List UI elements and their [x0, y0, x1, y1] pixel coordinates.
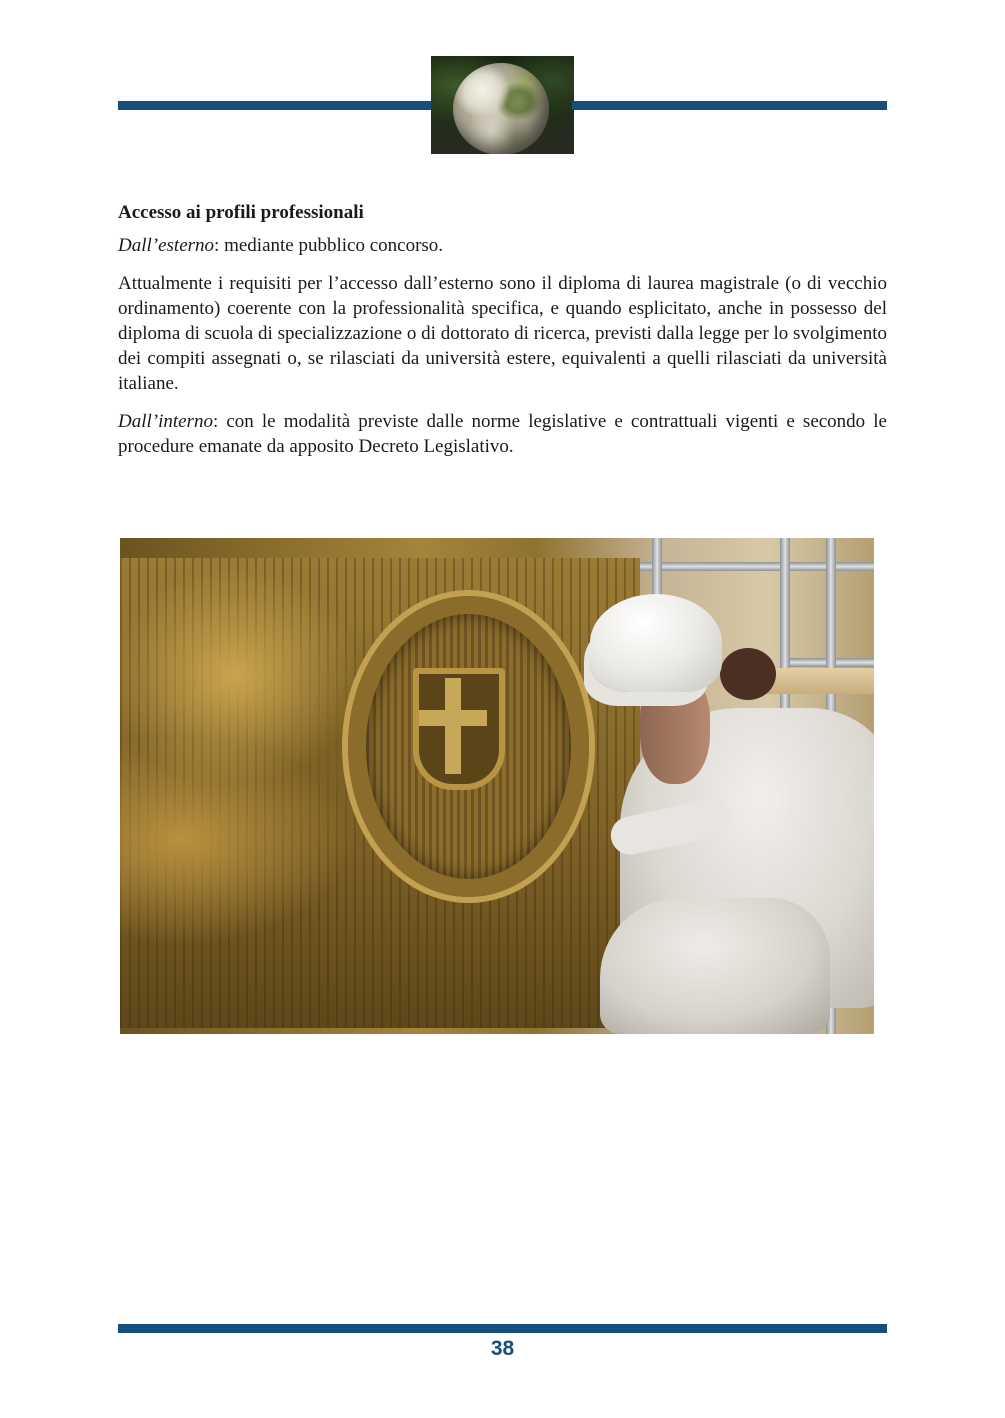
restorer-figure [470, 588, 874, 1034]
external-access-paragraph [118, 233, 887, 258]
footer-rule [118, 1324, 887, 1333]
header-globe-photo [431, 56, 574, 154]
external-access-label: Dall’esterno [118, 235, 215, 256]
page-content [118, 198, 887, 472]
scaffold-beam [640, 562, 874, 571]
external-access-text: : mediante pubblico concorso. [214, 235, 444, 256]
header-rule-left [118, 101, 434, 110]
restorer-legs [600, 898, 830, 1034]
internal-access-paragraph [118, 409, 887, 459]
internal-access-text: : con le modalità previste dalle norme legislative e contrattuali vigenti e secondo le procedure emanate da apposito Decreto Legislativo. [118, 411, 887, 457]
hard-hat [590, 594, 722, 692]
restorer-hair [720, 648, 776, 700]
restoration-photo [120, 538, 874, 1034]
page-number: 38 [490, 1337, 515, 1360]
globe-sculpture [453, 63, 549, 154]
section-title: Accesso ai profili professionali [118, 202, 364, 223]
internal-access-label: Dall’interno [118, 411, 213, 432]
header-rule-right [572, 101, 887, 110]
requirements-paragraph: Attualmente i requisiti per l’accesso dall’esterno sono il diploma di laurea magistrale (o di vecchio ordinamento) coerente con la professionalità specifica, e quando esplicitato, anche in possesso del diploma di scuola di specializzazione o di dottorato di ricerca, previsti dalla legge per lo svolgimento dei compiti assegnati o, se rilasciati da università estere, equivalenti a quelli rilasciati da università italiane. [118, 273, 887, 394]
shield-cross-vertical [445, 678, 461, 774]
